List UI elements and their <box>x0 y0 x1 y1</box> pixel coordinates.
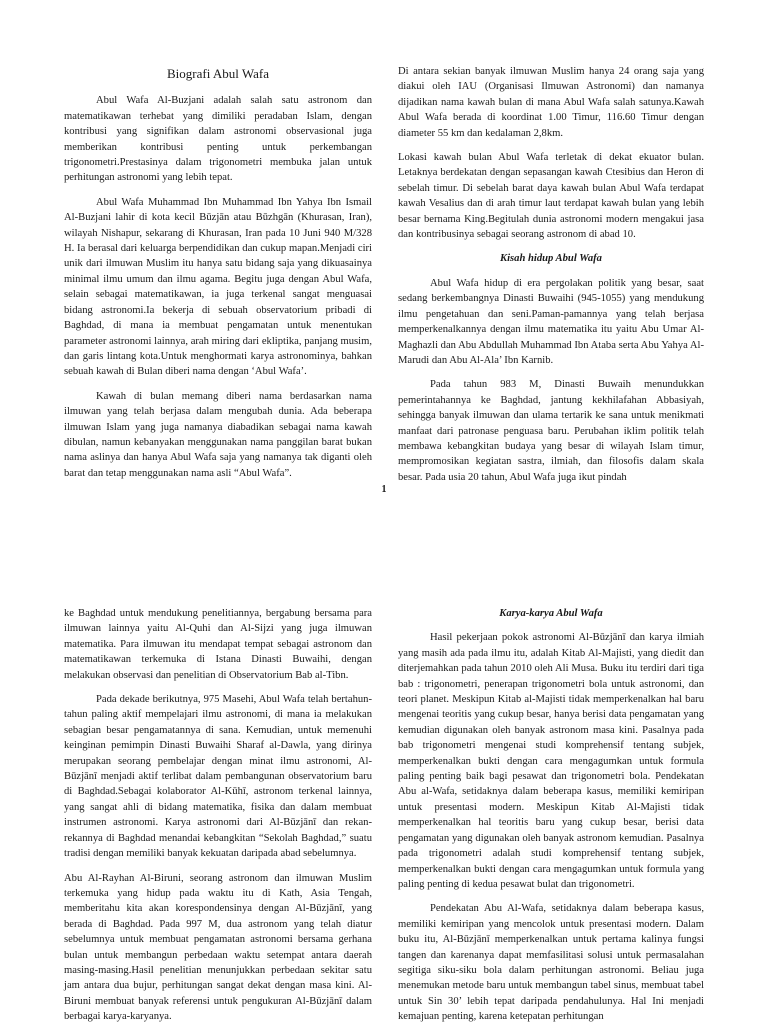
page-1-right-column <box>398 64 704 494</box>
page-number: 1 <box>381 484 387 495</box>
page-2-right-column <box>398 606 704 1024</box>
paragraph: Di antara sekian banyak ilmuwan Muslim hanya 24 orang saja yang diakui oleh IAU (Organisasi Ilmuwan Astronomi) dan namanya dijadikan nama kawah bulan di mana Abul Wafa salah satunya.Kawah Abul Wafa berada di koordinat 1.00 Timur, 116.60 Timur dengan diameter 55 km dan kedalaman 2,8km. <box>398 66 704 139</box>
paragraph: Abul Wafa hidup di era pergolakan politik yang besar, saat sedang berkembangnya Dinasti Buwaihi (945-1055) yang mendukung ilmu pengetahuan dan seni.Paman-pamannya yang telah berjasa memperkenalkannya dengan ilmu matematika itu yaitu Abu Umar Al- Maghazli dan Abu Abdullah Muhammad Ibn Ataba serta Abu Yahya Al-Marudi dan Abu Al-Ala’ Ibn Karnib. <box>398 277 704 366</box>
section-heading-karya: Karya-karya Abul Wafa <box>499 608 603 619</box>
paragraph: Pada tahun 983 M, Dinasti Buwaih menundukkan pemerintahannya ke Baghdad, jantung kekhilafahan Abbasiyah, sehingga banyak ilmuwan dan ulama tertarik ke sana untuk menikmati manfaat dari patronase penguasa baru. Perubahan iklim politik telah membawa kebangkitan budaya yang besar di wilayah Islam timur, mempromosikan kegiatan sastra, ilmiah, dan filosofis dalam skala besar. Pada usia 20 tahun, Abul Wafa juga ikut pindah <box>398 379 704 483</box>
section-heading-kisah-hidup: Kisah hidup Abul Wafa <box>500 253 602 265</box>
page-gap <box>0 512 768 590</box>
document-title: Biografi Abul Wafa <box>167 66 269 81</box>
document-page-2 <box>0 590 768 1024</box>
paragraph: Lokasi kawah bulan Abul Wafa terletak di dekat ekuator bulan. Letaknya berdekatan dengan sepasangan kawah Ctesibius dan Heron di sebelah timur. Di sebelah barat daya kawah bulan Abul Wafa terdapat kawah Vesalius dan di arah timur laut terdapat kawah bulan yang lebih besar bernama King.Begitulah dunia astronomi modern mengakui jasa dan kontribusinya sebagai seorang astronom di abad 10. <box>398 152 704 241</box>
paragraph: Abul Wafa Muhammad Ibn Muhammad Ibn Yahya Ibn Ismail Al-Buzjani lahir di kota kecil Būzjān atau Būzhgān (Khurasan, Iran), wilayah Nishapur, sekarang di Khurasan, Iran pada 10 Juni 940 M/328 H. Ia berasal dari keluarga berpendidikan dan cukup mapan.Menjadi ciri unik dari ilmuwan Muslim itu hanya satu bidang saja yang dikuasainya minimal ilmu umum dan ilmu agama. Begitu juga dengan Abul Wafa, selain sebagai matematikawan, ia juga terkenal sangat menguasai bidang astronomi.Ia bekerja di sebuah observatorium pribadi di Baghdad, di mana ia membuat pengamatan untuk menentukan parameter astronomi lainnya, arah miring dari ekliptika, panjang musim, dan garis lintang kota.Untuk menghormati karya astronominya, bahkan sebuah kawah di Bulan diberi nama dengan ‘Abul Wafa’. <box>64 196 372 378</box>
paragraph: Hasil pekerjaan pokok astronomi Al-Būzjānī dan karya ilmiah yang masih ada pada ilmu itu, adalah Kitab Al-Majisti, yang diedit dan diterjemahkan pada tahun 2010 oleh Ali Musa. Buku itu terdiri dari tiga bab : trigonometri, penerapan trigonometri bola untuk astronomi, dan teori planet. Meskipun Kitab al-Majisti tidak memperkenalkan hal baru mengenai teoritis yang cukup besar, hanya berisi data pengamatan yang kemudian digunakan oleh banyak astronom masa kini. Pasalnya pada bab trigonometri mengenai studi komprehensif tentang subjek, memperkenalkan bukti dengan cara mengagumkan untuk formula paling penting baik bagi pesawat dan trigonometri bola. Pendekatan Abu al-Wafa, setidaknya dalam beberapa kasus, memiliki kemiripan untuk presentasi modern. Meskipun Kitab Al-Majisti tidak memperkenalkan hal teoritis baru yang cukup besar, berisi data pengamatan yang digunakan oleh banyak astronom kemudian. Pasalnya pada trigonometri adalah studi komprehensif tentang subjek, memperkenalkan bukti dengan cara mengagumkan untuk formula yang paling penting di kedua pesawat bulat dan trigonometri. <box>398 632 704 890</box>
paragraph: Pada dekade berikutnya, 975 Masehi, Abul Wafa telah bertahun-tahun paling aktif mempelajari ilmu astronomi, di mana ia melakukan sebagian besar pengamatannya di sana. Kemudian, untuk memenuhi keinginan pemimpin Dinasti Buwaihi Sharaf al-Dawla, yang dirinya merupakan seorang pembelajar dengan minat ilmu astronomi, Al-Būzjānī menjadi aktif terlibat dalam pembangunan observatorium baru di Baghdad.Sebagai kolaborator Al-Kūhī, astronom terkenal lainnya, yang sangat ahli di bidang matematika, fisika dan dalam membuat instrumen astronomi. Karya astronomi dari Al-Būzjānī dan rekan-rekannya di Baghdad menandai kebangkitan “Sekolah Baghdad,” suatu tradisi dengan memiliki banyak kekuatan daripada abad sebelumnya. <box>64 694 372 860</box>
paragraph: Abul Wafa Al-Buzjani adalah salah satu astronom dan matematikawan terhebat yang dimiliki peradaban Islam, dengan kontribusi yang signifikan dalam astronomi observasional juga memberikan kontribusi penting untuk perkembangan trigonometri.Prestasinya dalam trigonometri membuka jalan untuk perhitungan astronomi yang lebih tepat. <box>64 95 372 184</box>
paragraph: Abu Al-Rayhan Al-Biruni, seorang astronom dan ilmuwan Muslim terkemuka yang hidup pada waktu itu di Kath, Asia Tengah, memberitahu kita akan korespondensinya dengan Al-Būzjānī, yang berada di Baghdad. Pada 997 M, dua astronom yang telah diatur sebelumnya untuk membuat pengamatan astronomi bersama gerhana bulan untuk membangun perbedaan waktu setempat antara daerah masing-masing.Hasil penelitian menunjukkan perbedaan sekitar satu jam antara dua bujur, perhitungan sangat dekat dengan masa kini. Al-Biruni membuat banyak referensi untuk pengukuran Al-Būzjānī dalam berbagai karya-karyanya. <box>64 872 372 1023</box>
page-2-left-column <box>64 606 372 1024</box>
page-1-left-column <box>64 64 372 490</box>
paragraph: ke Baghdad untuk mendukung penelitiannya, bergabung bersama para ilmuwan lainnya yaitu Al-Quhi dan Al-Sijzi yang juga ilmuwan matematika. Para ilmuwan itu mendapat tempat sebagai astronom dan matematikawan terkemuka di Istana Dinasti Buwaihi, dengan melakukan observasi dan penelitian di Observatorium Bab al-Tibn. <box>64 608 372 681</box>
paragraph: Pendekatan Abu Al-Wafa, setidaknya dalam beberapa kasus, memiliki kemiripan yang mencolok untuk presentasi modern. Dalam buku itu, Al-Būzjānī memperkenalkan untuk pertama kalinya fungsi tangen dan karenanya dapat memfasilitasi solusi untuk permasalahan segitiga siku-siku bola dalam perhitungan astronomi. Beliau juga menemukan metode baru untuk membangun tabel sinus, membuat tabel untuk Sin 30’ lebih tepat daripada pendahulunya. Hal Ini menjadi kemajuan penting, karena ketepatan perhitungan <box>398 903 704 1023</box>
paragraph: Kawah di bulan memang diberi nama berdasarkan nama ilmuwan yang telah berjasa dalam mengubah dunia. Ada beberapa ilmuwan Islam yang juga namanya diabadikan sebagai nama kawah dibulan, namun kebanyakan menggunakan nama panggilan barat bukan nama aslinya dan hanya Abul Wafa saja yang namanya tak diganti oleh barat dan tetap menggunakan nama asli “Abul Wafa”. <box>64 390 372 479</box>
